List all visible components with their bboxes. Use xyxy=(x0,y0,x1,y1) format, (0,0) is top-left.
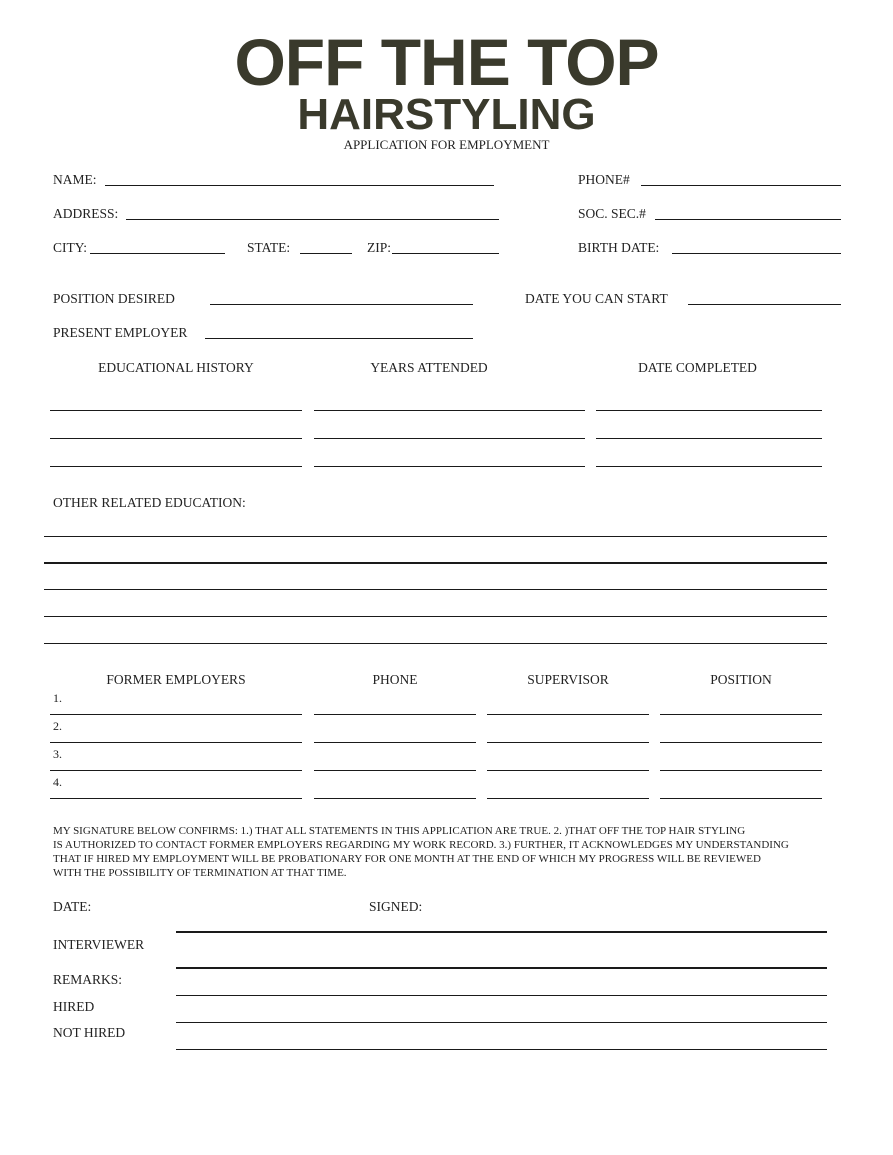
education-row-2-years[interactable] xyxy=(314,438,585,439)
employer-row-1-name[interactable] xyxy=(50,714,302,715)
employer-row-2-position[interactable] xyxy=(660,742,822,743)
phone-field[interactable] xyxy=(641,185,841,186)
interviewer-line[interactable] xyxy=(176,931,827,933)
city-label: CITY: xyxy=(53,240,88,255)
statement-line: WITH THE POSSIBILITY OF TERMINATION AT THAT TIME. xyxy=(53,867,347,879)
employer-row-4-name[interactable] xyxy=(50,798,302,799)
logo-subtitle: HAIRSTYLING xyxy=(297,90,596,139)
start-date-field[interactable] xyxy=(688,304,841,305)
statement-line: MY SIGNATURE BELOW CONFIRMS: 1.) THAT ALL STATEMENTS IN THIS APPLICATION ARE TRUE. 2. )THAT OFF THE TOP HAIR STYLING xyxy=(53,825,746,837)
form-title: APPLICATION FOR EMPLOYMENT xyxy=(343,137,550,152)
employer-row-1-phone[interactable] xyxy=(314,714,476,715)
statement-line: THAT IF HIRED MY EMPLOYMENT WILL BE PROBATIONARY FOR ONE MONTH AT THE END OF WHICH MY PROGRESS WILL BE REVIEWED xyxy=(53,853,761,865)
logo-title: OFF THE TOP xyxy=(234,25,659,99)
employer-row-number: 3. xyxy=(53,747,62,761)
education-row-2-completed[interactable] xyxy=(596,438,822,439)
years-attended-header: YEARS ATTENDED xyxy=(370,360,488,375)
date-completed-header: DATE COMPLETED xyxy=(638,360,757,375)
employer-row-number: 1. xyxy=(53,691,62,705)
interviewer-label: INTERVIEWER xyxy=(53,937,145,952)
birth-date-field[interactable] xyxy=(672,253,841,254)
education-row-1-school[interactable] xyxy=(50,410,302,411)
ssn-field[interactable] xyxy=(655,219,841,220)
name-label: NAME: xyxy=(53,172,97,187)
employer-row-3-phone[interactable] xyxy=(314,770,476,771)
employer-row-4-phone[interactable] xyxy=(314,798,476,799)
remarks-line[interactable] xyxy=(176,967,827,969)
not-hired-line[interactable] xyxy=(176,1022,827,1023)
final-line[interactable] xyxy=(176,1049,827,1050)
other-education-line-5[interactable] xyxy=(44,643,827,644)
employer-row-2-supervisor[interactable] xyxy=(487,742,649,743)
position-desired-label: POSITION DESIRED xyxy=(53,291,175,306)
hired-label: HIRED xyxy=(53,999,95,1014)
hired-line[interactable] xyxy=(176,995,827,996)
present-employer-label: PRESENT EMPLOYER xyxy=(53,325,188,340)
state-field[interactable] xyxy=(300,253,352,254)
education-row-3-school[interactable] xyxy=(50,466,302,467)
remarks-label: REMARKS: xyxy=(53,972,123,987)
address-label: ADDRESS: xyxy=(53,206,119,221)
education-row-3-years[interactable] xyxy=(314,466,585,467)
education-row-3-completed[interactable] xyxy=(596,466,822,467)
employer-row-2-name[interactable] xyxy=(50,742,302,743)
phone-label: PHONE# xyxy=(578,172,630,187)
employer-row-1-supervisor[interactable] xyxy=(487,714,649,715)
employer-row-2-phone[interactable] xyxy=(314,742,476,743)
education-row-2-school[interactable] xyxy=(50,438,302,439)
employer-row-3-supervisor[interactable] xyxy=(487,770,649,771)
date-label: DATE: xyxy=(53,899,92,914)
zip-field[interactable] xyxy=(392,253,499,254)
position-desired-field[interactable] xyxy=(210,304,473,305)
ssn-label: SOC. SEC.# xyxy=(578,206,646,221)
former-employers-header: FORMER EMPLOYERS xyxy=(106,672,246,687)
education-row-1-completed[interactable] xyxy=(596,410,822,411)
address-field[interactable] xyxy=(126,219,499,220)
city-field[interactable] xyxy=(90,253,225,254)
birth-date-label: BIRTH DATE: xyxy=(578,240,660,255)
other-education-line-2[interactable] xyxy=(44,562,827,564)
signed-label: SIGNED: xyxy=(369,899,423,914)
education-row-1-years[interactable] xyxy=(314,410,585,411)
other-education-line-1[interactable] xyxy=(44,536,827,537)
confirmation-statement xyxy=(53,824,853,880)
employer-phone-header: PHONE xyxy=(372,672,418,687)
employer-row-4-supervisor[interactable] xyxy=(487,798,649,799)
employer-row-3-position[interactable] xyxy=(660,770,822,771)
position-header: POSITION xyxy=(710,672,772,687)
present-employer-field[interactable] xyxy=(205,338,473,339)
name-field[interactable] xyxy=(105,185,494,186)
start-date-label: DATE YOU CAN START xyxy=(525,291,668,306)
other-education-label: OTHER RELATED EDUCATION: xyxy=(53,495,246,510)
supervisor-header: SUPERVISOR xyxy=(527,672,609,687)
not-hired-label: NOT HIRED xyxy=(53,1025,126,1040)
other-education-line-4[interactable] xyxy=(44,616,827,617)
other-education-line-3[interactable] xyxy=(44,589,827,590)
employer-row-4-position[interactable] xyxy=(660,798,822,799)
education-history-header: EDUCATIONAL HISTORY xyxy=(98,360,254,375)
employer-row-3-name[interactable] xyxy=(50,770,302,771)
state-label: STATE: xyxy=(247,240,291,255)
zip-label: ZIP: xyxy=(367,240,392,255)
employer-row-1-position[interactable] xyxy=(660,714,822,715)
employer-row-number: 4. xyxy=(53,775,62,789)
employer-row-number: 2. xyxy=(53,719,62,733)
statement-line: IS AUTHORIZED TO CONTACT FORMER EMPLOYERS REGARDING MY WORK RECORD. 3.) FURTHER, IT ACKNOWLEDGES MY UNDERSTANDING xyxy=(53,839,789,851)
